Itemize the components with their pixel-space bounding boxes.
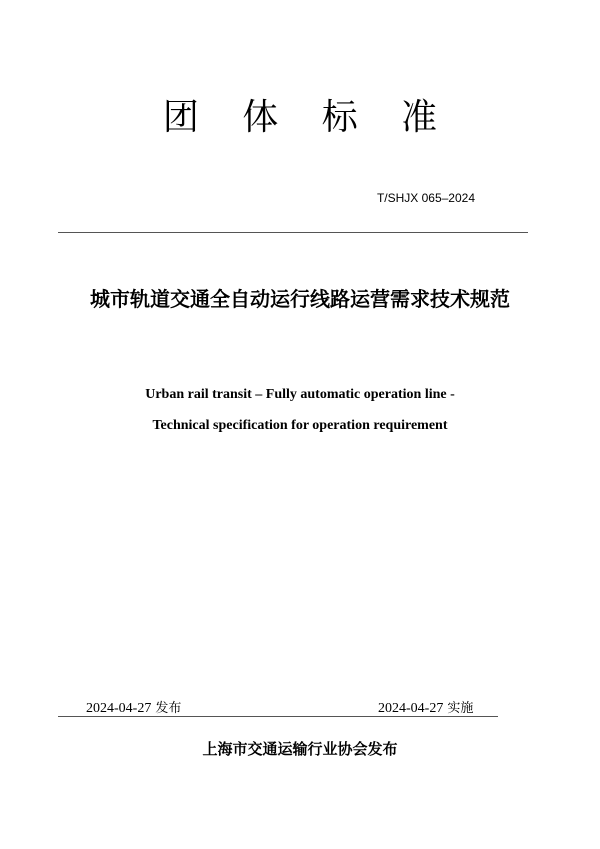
standard-category-heading: 团 体 标 准 <box>162 97 454 138</box>
top-divider <box>58 232 528 233</box>
implement-label: 实施 <box>447 701 474 716</box>
english-title-line-2: Technical specification for operation requirement <box>152 418 448 433</box>
publish-label: 发布 <box>155 701 182 716</box>
issuer: 上海市交通运输行业协会发布 <box>202 740 398 758</box>
english-title-line-1: Urban rail transit – Fully automatic operation line - <box>145 387 455 402</box>
publish-date: 2024-04-27 <box>86 701 152 716</box>
implement-date: 2024-04-27 <box>378 701 444 716</box>
standard-code: T/SHJX 065–2024 <box>376 191 475 205</box>
chinese-title: 城市轨道交通全自动运行线路运营需求技术规范 <box>90 287 510 311</box>
bottom-divider <box>58 716 498 717</box>
